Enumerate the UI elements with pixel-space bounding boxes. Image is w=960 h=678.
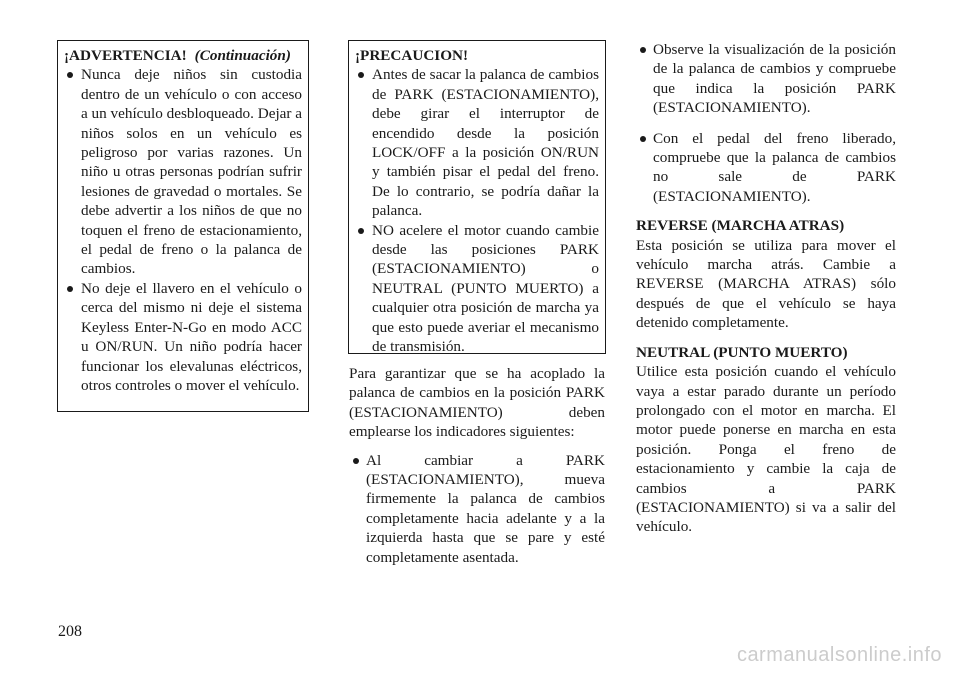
watermark: carmanualsonline.info <box>736 644 942 666</box>
neutral-heading: NEUTRAL (PUNTO MUERTO) <box>636 343 848 361</box>
park-indicator-list <box>349 451 605 567</box>
park-intro: Para garantizar que se ha acoplado la palanca de cambios en la posición PARK (ESTACIONAMIENTO) deben emplearse los indicadores siguientes: <box>349 365 605 441</box>
park-indicator-item: Al cambiar a PARK (ESTACIONAMIENTO), mueva firmemente la palanca de cambios completamente hacia adelante y a la izquierda hasta que se pare y esté completamente asentada. <box>349 451 605 567</box>
caution-title: ¡PRECAUCION! <box>355 47 469 64</box>
park-check-list <box>636 40 896 206</box>
page-number: 208 <box>58 623 82 640</box>
warning-item: No deje el llavero en el vehículo o cerca del mismo ni deje el sistema Keyless Enter-N-Go en modo ACC u ON/RUN. Un niño podría hacer funcionar los elevalunas eléctricos, otros controles o mover el vehículo. <box>64 279 302 395</box>
warning-title-row <box>64 46 302 65</box>
caution-box <box>348 40 606 354</box>
neutral-text: Utilice esta posición cuando el vehículo vaya a estar parado durante un período prolongado con el motor en marcha. El motor puede ponerse en marcha en esta posición. Ponga el freno de estacionamiento y cambie la caja de cambios a PARK (ESTACIONAMIENTO) si va a salir del vehículo. <box>636 363 896 536</box>
warning-title: ¡ADVERTENCIA! <box>64 47 187 64</box>
park-check-item: Con el pedal del freno liberado, compruebe que la palanca de cambios no sale de PARK (ESTACIONAMIENTO). <box>636 129 896 207</box>
park-check-item: Observe la visualización de la posición de la palanca de cambios y compruebe que indica la posición PARK (ESTACIONAMIENTO). <box>636 40 896 118</box>
reverse-heading: REVERSE (MARCHA ATRAS) <box>636 217 845 235</box>
caution-item: Antes de sacar la palanca de cambios de PARK (ESTACIONAMIENTO), debe girar el interruptor de encendido desde la posición LOCK/OFF a la posición ON/RUN y también pisar el pedal del freno. De lo contrario, se podría dañar la palanca. <box>355 65 599 220</box>
caution-list <box>355 65 599 356</box>
warning-list <box>64 65 302 395</box>
right-column <box>636 40 896 537</box>
middle-column-text <box>349 364 605 567</box>
reverse-text: Esta posición se utiliza para mover el vehículo marcha atrás. Cambie a REVERSE (MARCHA ATRAS) sólo después de que el vehículo se haya detenido completamente. <box>636 236 896 332</box>
warning-continuation: (Continuación) <box>194 47 291 64</box>
caution-item: NO acelere el motor cuando cambie desde las posiciones PARK (ESTACIONAMIENTO) o NEUTRAL (PUNTO MUERTO) a cualquier otra posición de marcha ya que esto puede averiar el mecanismo de transmisión. <box>355 221 599 357</box>
warning-box <box>57 40 309 412</box>
warning-item: Nunca deje niños sin custodia dentro de un vehículo o con acceso a un vehículo desbloqueado. Dejar a niños solos en un vehículo es peligroso por varias razones. Un niño u otras personas podrían sufrir lesiones de gravedad o mortales. Se debe advertir a los niños de que no toquen el freno de estacionamiento, el pedal de freno o la palanca de cambios. <box>64 65 302 278</box>
